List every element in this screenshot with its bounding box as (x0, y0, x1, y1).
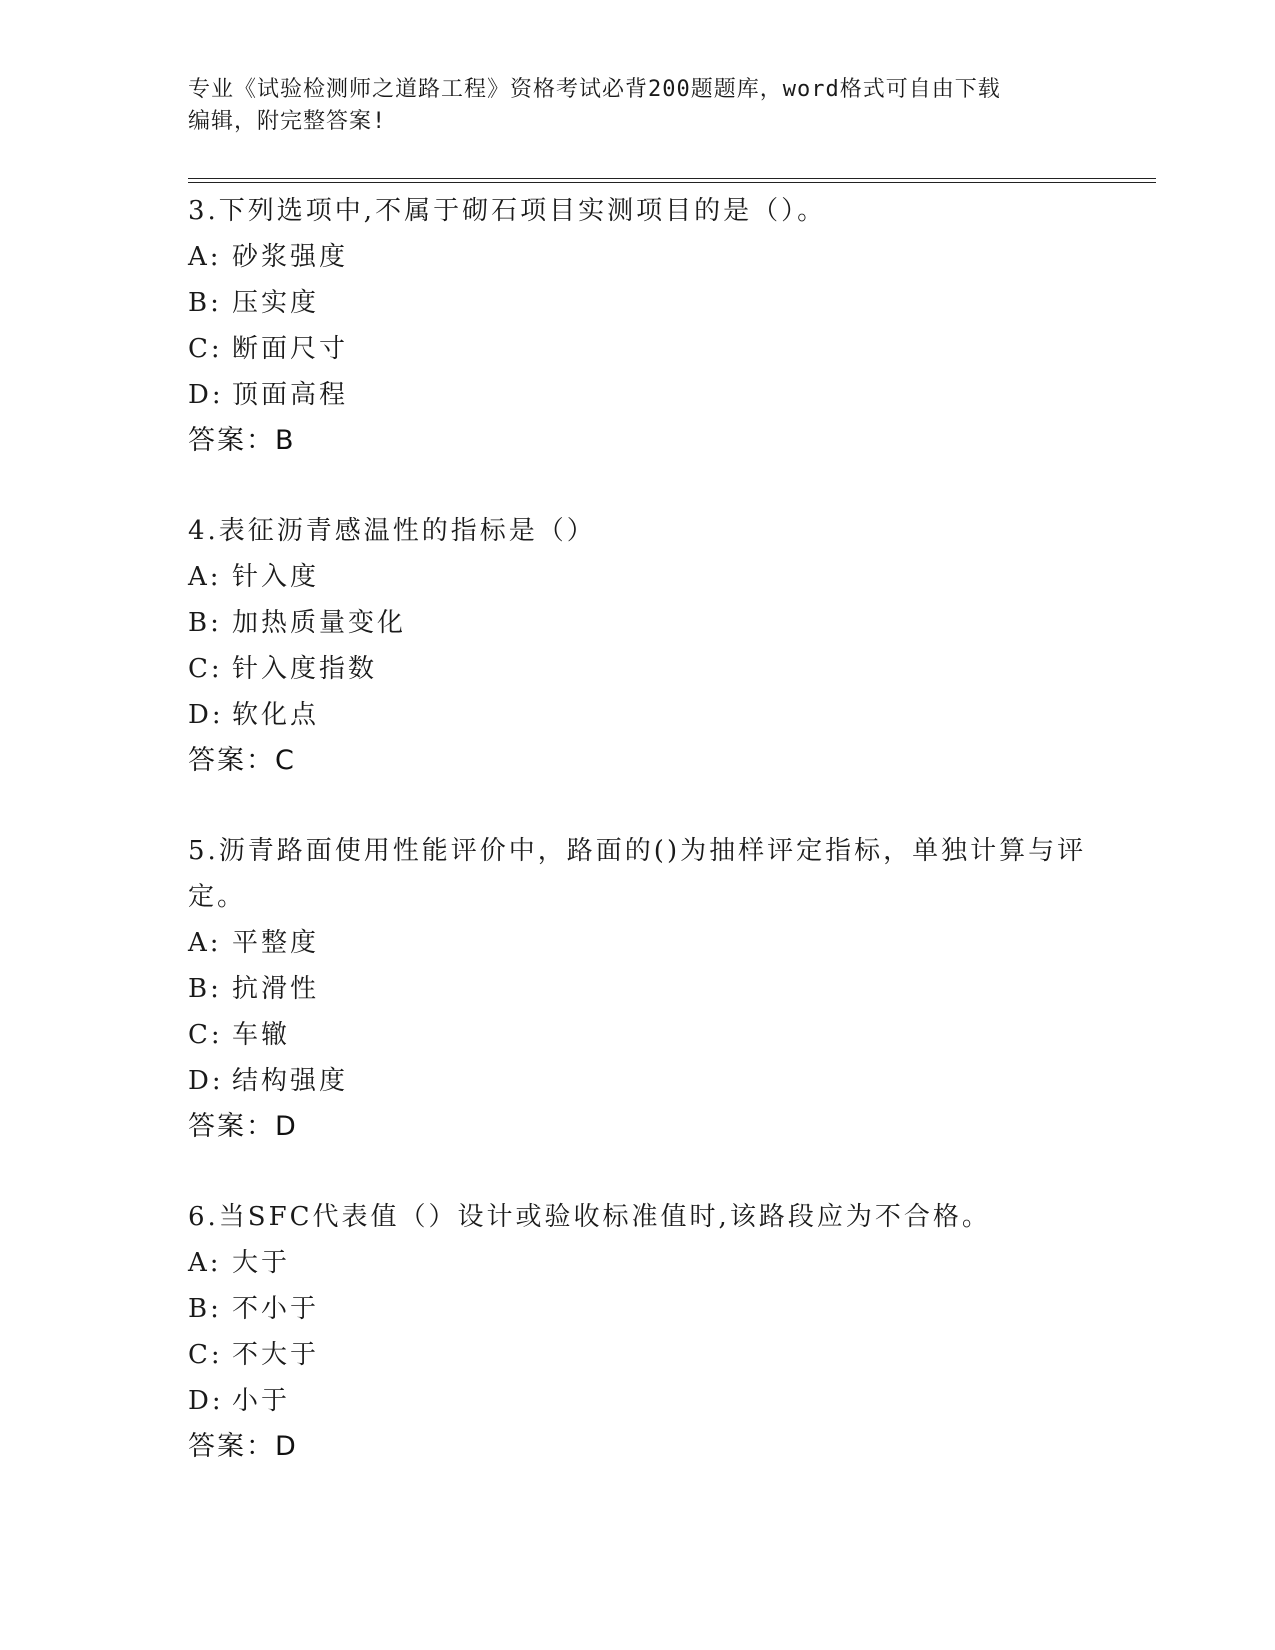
option-text: 平整度 (232, 928, 320, 958)
option-letter: C: (188, 334, 223, 364)
option-d (188, 1058, 1088, 1104)
option-c (188, 1332, 1088, 1378)
header-line-1: 专业《试验检测师之道路工程》资格考试必背200题题库，word格式可自由下载 (188, 77, 1001, 102)
option-text: 小于 (232, 1386, 291, 1416)
option-text: 不小于 (232, 1294, 320, 1324)
option-d (188, 372, 1088, 418)
question-4 (188, 508, 1088, 784)
option-letter: D: (188, 700, 224, 730)
option-text: 抗滑性 (232, 974, 320, 1004)
option-c (188, 646, 1088, 692)
question-6 (188, 1194, 1088, 1470)
option-text: 顶面高程 (232, 380, 349, 410)
option-a (188, 234, 1088, 280)
option-text: 压实度 (232, 288, 320, 318)
option-letter: C: (188, 1340, 223, 1370)
option-d (188, 692, 1088, 738)
option-text: 针入度指数 (232, 654, 378, 684)
option-c (188, 1012, 1088, 1058)
option-b (188, 280, 1088, 326)
answer-line: 答案：B (188, 425, 296, 456)
option-a (188, 1240, 1088, 1286)
option-c (188, 326, 1088, 372)
option-text: 不大于 (232, 1340, 320, 1370)
question-3 (188, 188, 1088, 464)
option-text: 砂浆强度 (232, 242, 349, 272)
option-b (188, 1286, 1088, 1332)
option-text: 结构强度 (232, 1066, 349, 1096)
option-letter: C: (188, 654, 223, 684)
option-text: 针入度 (232, 562, 320, 592)
option-text: 软化点 (232, 700, 320, 730)
option-text: 大于 (232, 1248, 291, 1278)
question-list (188, 188, 1088, 1514)
option-letter: A: (188, 562, 222, 592)
option-letter: B: (188, 608, 222, 638)
option-letter: D: (188, 1386, 224, 1416)
option-b (188, 600, 1088, 646)
option-letter: B: (188, 288, 222, 318)
question-stem: 6.当SFC代表值（）设计或验收标准值时,该路段应为不合格。 (188, 1202, 991, 1232)
header-line-2: 编辑，附完整答案! (188, 109, 387, 134)
option-a (188, 920, 1088, 966)
option-text: 车辙 (232, 1020, 291, 1050)
question-5 (188, 828, 1088, 1150)
option-b (188, 966, 1088, 1012)
option-letter: D: (188, 1066, 224, 1096)
option-letter: A: (188, 1248, 222, 1278)
option-letter: A: (188, 928, 222, 958)
option-letter: B: (188, 974, 222, 1004)
answer-line: 答案：D (188, 1111, 298, 1142)
option-letter: D: (188, 380, 224, 410)
header-divider (188, 178, 1156, 183)
option-a (188, 554, 1088, 600)
document-header (188, 74, 1088, 138)
question-stem: 3.下列选项中,不属于砌石项目实测项目的是（）。 (188, 196, 827, 226)
question-stem: 5.沥青路面使用性能评价中，路面的()为抽样评定指标，单独计算与评定。 (188, 836, 1087, 912)
option-text: 加热质量变化 (232, 608, 407, 638)
option-letter: A: (188, 242, 222, 272)
option-letter: C: (188, 1020, 223, 1050)
answer-line: 答案：D (188, 1431, 298, 1462)
option-letter: B: (188, 1294, 222, 1324)
question-stem: 4.表征沥青感温性的指标是（） (188, 516, 596, 546)
option-text: 断面尺寸 (232, 334, 349, 364)
answer-line: 答案：C (188, 745, 296, 776)
option-d (188, 1378, 1088, 1424)
